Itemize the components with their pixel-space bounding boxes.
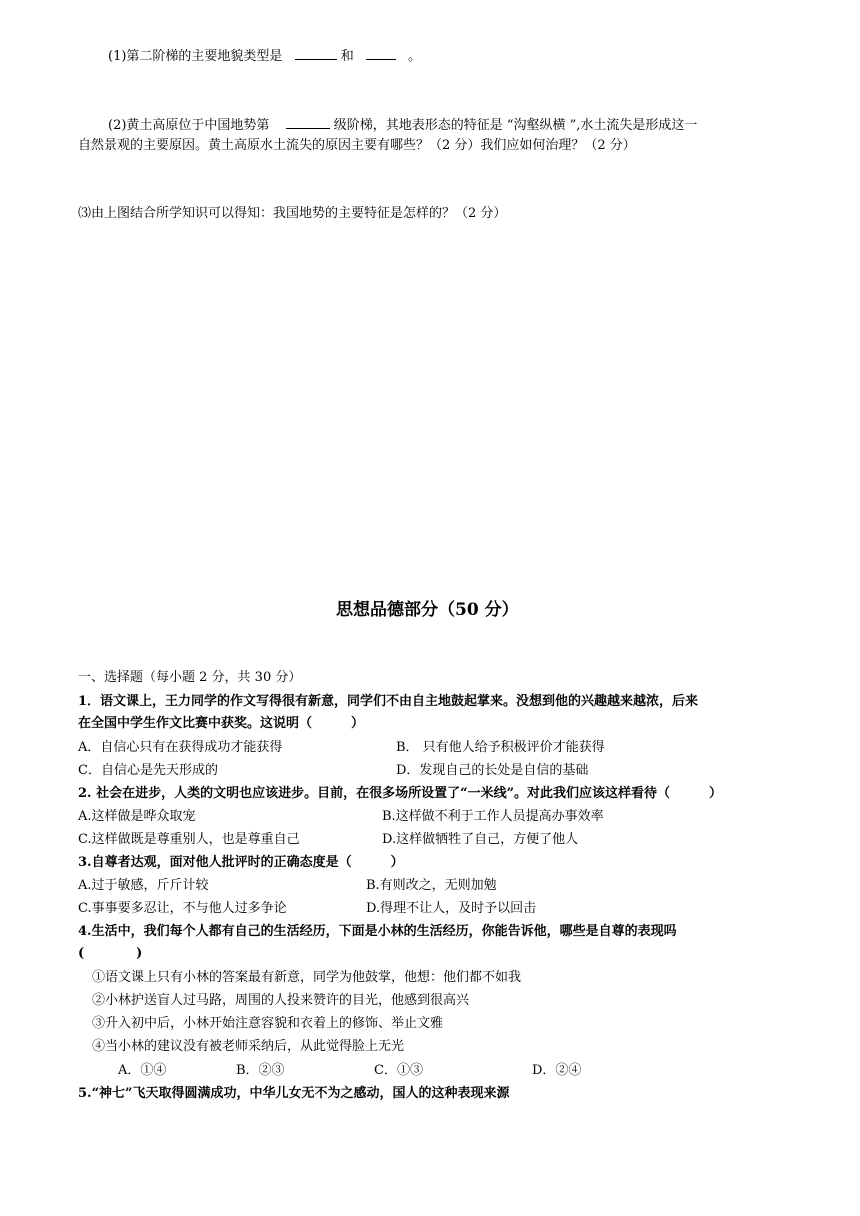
geo-question-2-line1 [108,114,697,136]
question-4-stem: 4.生活中，我们每个人都有自己的生活经历，下面是小林的生活经历，你能告诉他，哪些是自尊的表现吗 [78,924,677,939]
question-2-option-c[interactable]: C.这样做既是尊重别人，也是尊重自己 [78,832,300,847]
question-1-option-d[interactable]: D．发现自己的长处是自信的基础 [396,763,589,778]
section-title: 思想品德部分（50 分） [336,600,519,620]
answer-blank[interactable] [295,45,337,60]
geo-q1-text: (1)第二阶梯的主要地貌类型是 [108,49,283,64]
question-4-stem-cont: ( ) [78,946,143,961]
question-3-option-c[interactable]: C.事事要多忍让，不与他人过多争论 [78,901,287,916]
question-1-stem: 1．语文课上，王力同学的作文写得很有新意，同学们不由自主地鼓起掌来。没想到他的兴趣越来越浓，后来 [78,694,699,709]
question-2-option-d[interactable]: D.这样做牺牲了自己，方便了他人 [382,832,579,847]
question-3-option-d[interactable]: D.得理不让人，及时予以回击 [366,901,537,916]
question-2-stem: 2. 社会在进步，人类的文明也应该进步。目前，在很多场所设置了“一米线”。对此我们应该这样看待（ ） [78,786,723,801]
question-4-option-c[interactable]: C．①③ [374,1063,423,1078]
geo-q2-text-a: (2)黄土高原位于中国地势第 [108,118,270,133]
question-4-option-a[interactable]: A．①④ [118,1063,167,1078]
question-3-option-a[interactable]: A.过于敏感，斤斤计较 [78,878,209,893]
answer-blank[interactable] [366,45,396,60]
question-2-option-b[interactable]: B.这样做不利于工作人员提高办事效率 [382,809,604,824]
question-1-option-c[interactable]: C．自信心是先天形成的 [78,763,218,778]
question-4-item-2: ②小林护送盲人过马路，周围的人投来赞许的目光，他感到很高兴 [92,993,470,1008]
question-1-option-b[interactable]: B． 只有他人给予积极评价才能获得 [396,740,605,755]
question-1-stem-cont: 在全国中学生作文比赛中获奖。这说明（ ） [78,716,365,731]
question-4-option-d[interactable]: D．②④ [532,1063,582,1078]
part-heading: 一、选择题（每小题 2 分，共 30 分） [78,670,302,685]
geo-q1-mid: 和 [340,49,354,64]
answer-blank[interactable] [286,114,330,129]
geo-question-1 [108,45,421,67]
geo-q2-text-b: 级阶梯，其地表形态的特征是 “沟壑纵横 ”,水土流失是形成这一 [333,118,698,133]
question-1-option-a[interactable]: A．自信心只有在获得成功才能获得 [78,740,283,755]
question-4-item-4: ④当小林的建议没有被老师采纳后，从此觉得脸上无光 [92,1039,405,1054]
question-4-item-1: ①语文课上只有小林的答案最有新意，同学为他鼓掌，他想：他们都不如我 [92,970,522,985]
question-3-stem: 3.自尊者达观，面对他人批评时的正确态度是（ ） [78,855,404,870]
question-5-stem: 5.“神七”飞天取得圆满成功，中华儿女无不为之感动，国人的这种表现来源 [78,1086,510,1101]
geo-question-3: ⑶由上图结合所学知识可以得知：我国地势的主要特征是怎样的？（2 分） [78,206,507,221]
question-2-option-a[interactable]: A.这样做是哗众取宠 [78,809,196,824]
question-4-item-3: ③升入初中后，小林开始注意容貌和衣着上的修饰、举止文雅 [92,1016,444,1031]
question-3-option-b[interactable]: B.有则改之，无则加勉 [366,878,497,893]
geo-question-2-line2: 自然景观的主要原因。黄土高原水土流失的原因主要有哪些？（2 分）我们应如何治理？（2 分） [78,138,636,153]
question-4-option-b[interactable]: B．②③ [236,1063,285,1078]
geo-q1-end: 。 [408,49,422,64]
